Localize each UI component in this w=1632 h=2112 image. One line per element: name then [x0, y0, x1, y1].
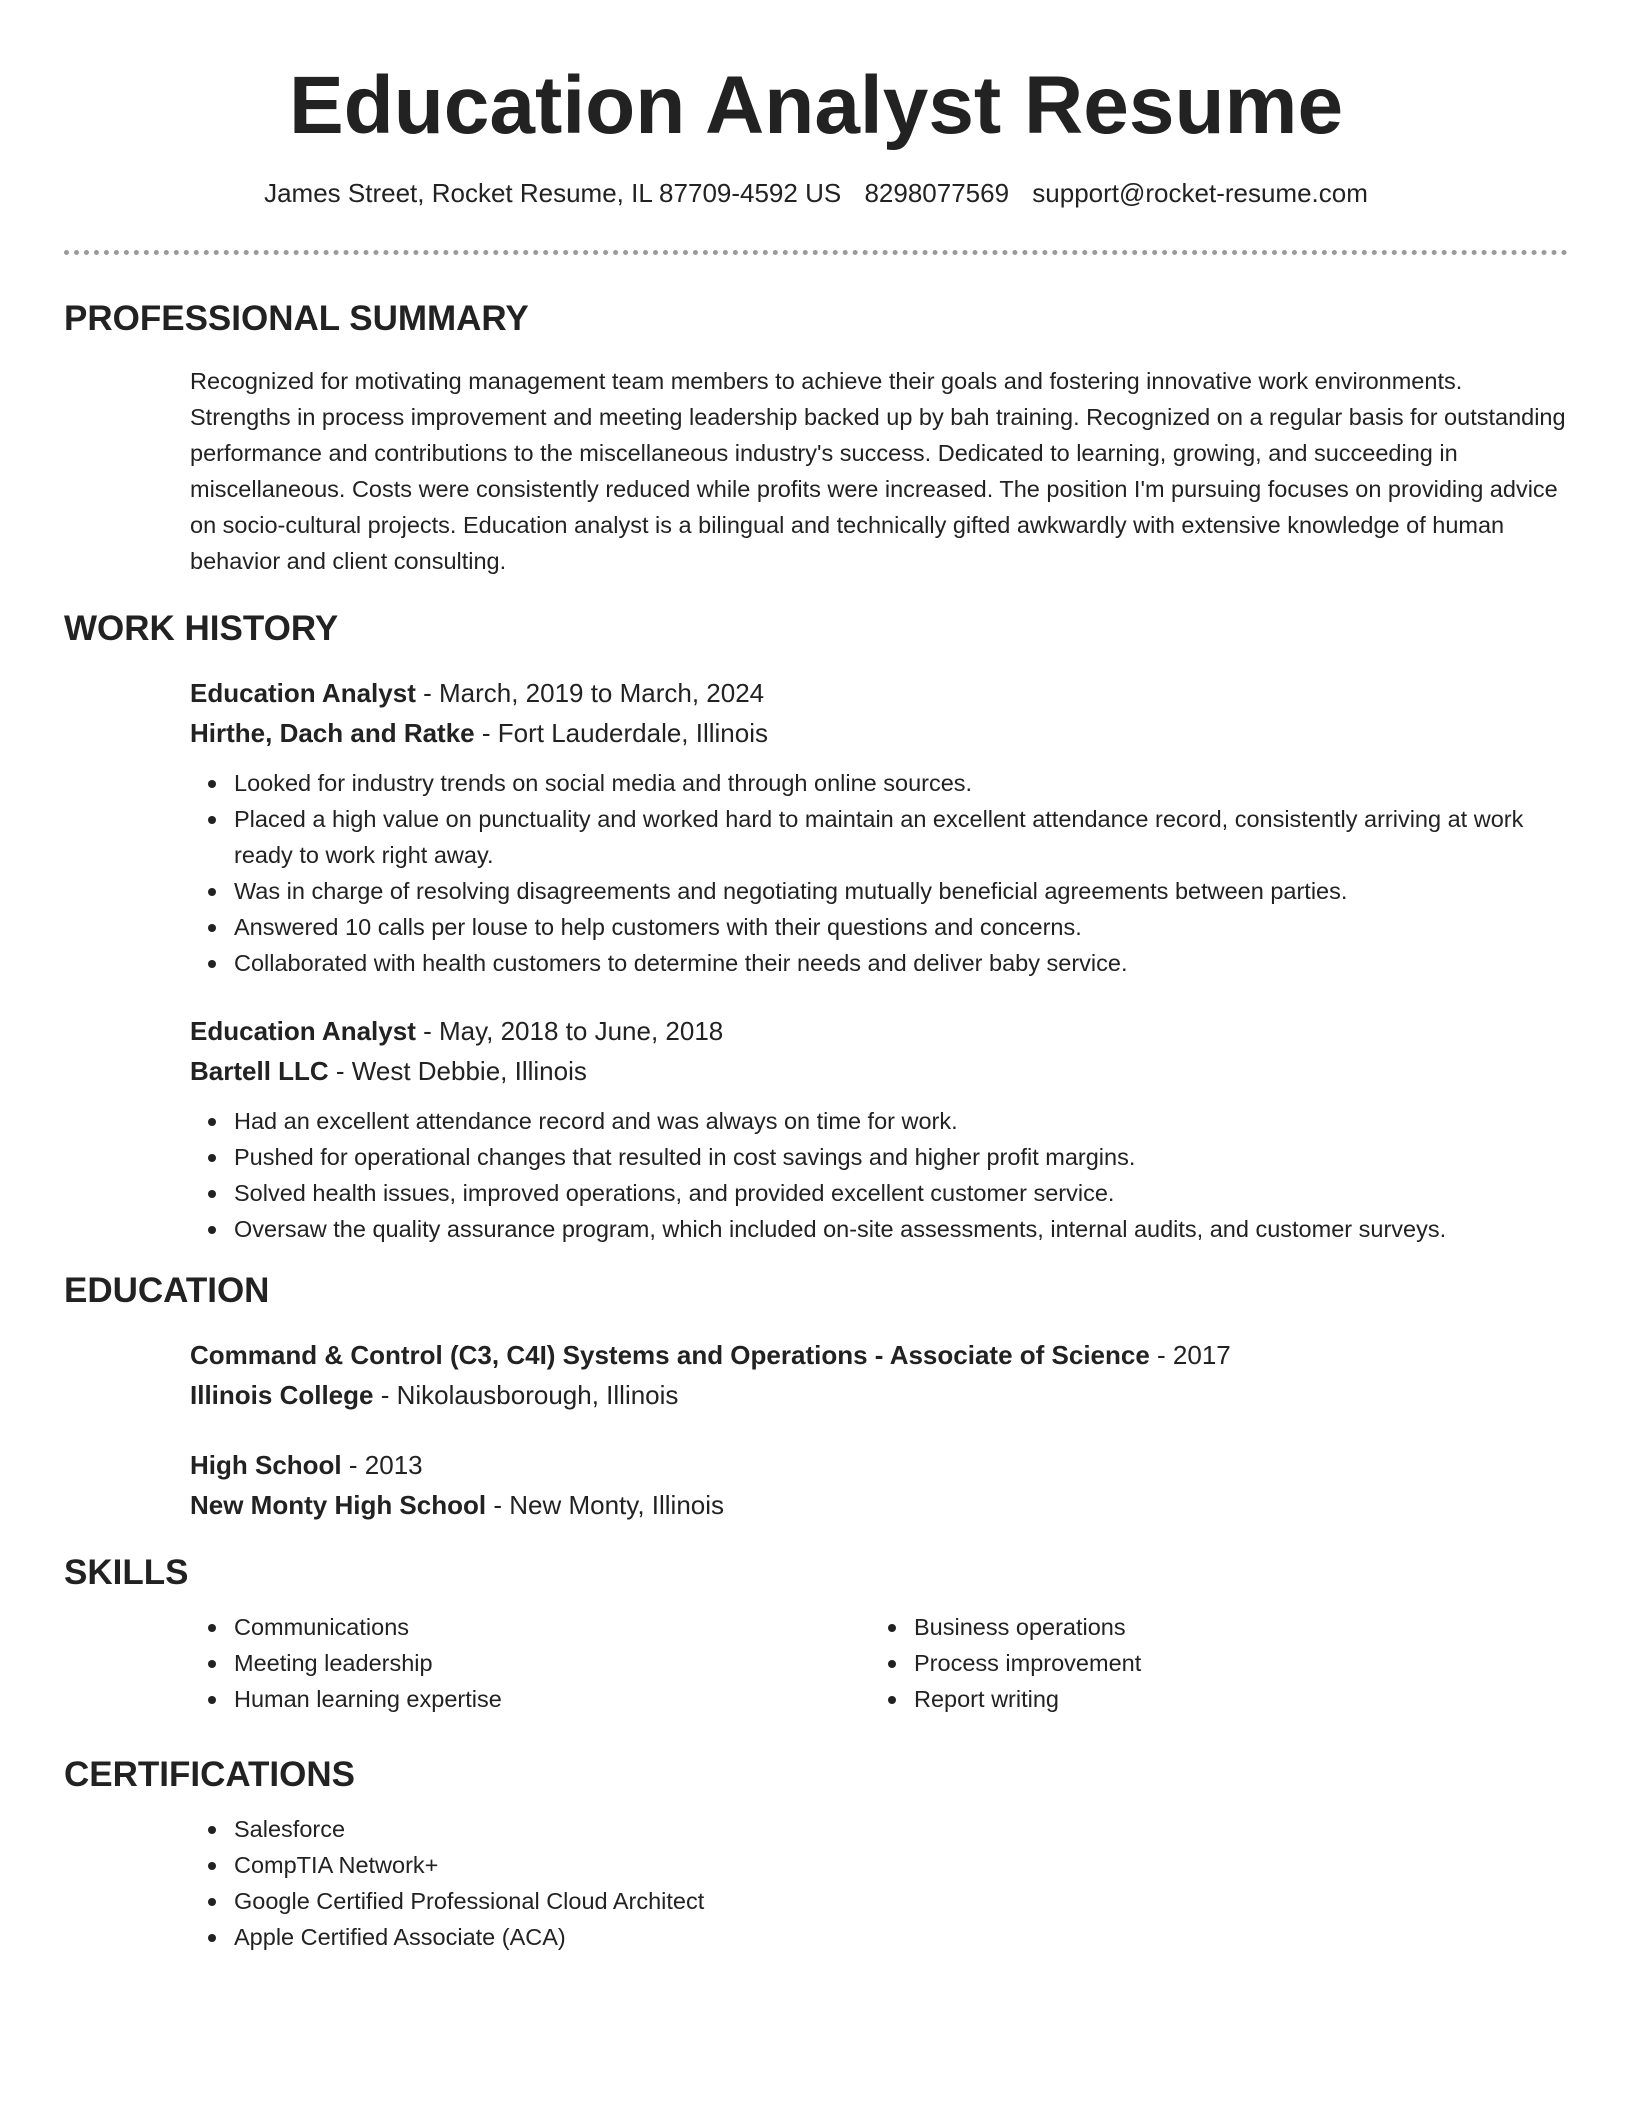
list-item: Oversaw the quality assurance program, which included on-site assessments, internal audits, and customer surveys. — [234, 1211, 1568, 1247]
degree-line — [190, 1445, 1568, 1485]
summary-heading: PROFESSIONAL SUMMARY — [64, 299, 529, 338]
contact-info — [64, 176, 1568, 210]
job-location: - West Debbie, Illinois — [328, 1056, 587, 1086]
degree-year: - 2017 — [1149, 1340, 1231, 1370]
skills-list — [870, 1609, 1370, 1717]
contact-address: James Street, Rocket Resume, IL 87709-4592 US — [264, 178, 842, 208]
header-divider — [64, 250, 1568, 255]
education-entry — [190, 1335, 1568, 1415]
skills-column-left — [190, 1609, 870, 1717]
certifications-block — [190, 1811, 1568, 1955]
skills-list — [190, 1609, 870, 1717]
job-title-line — [190, 1011, 1568, 1051]
skill-item: Communications — [234, 1609, 870, 1645]
skill-item: Process improvement — [914, 1645, 1370, 1681]
job-title: Education Analyst — [190, 678, 416, 708]
list-item: Was in charge of resolving disagreements and negotiating mutually beneficial agreements between parties. — [234, 873, 1568, 909]
job-bullets — [190, 765, 1568, 981]
list-item: Collaborated with health customers to determine their needs and deliver baby service. — [234, 945, 1568, 981]
degree-line — [190, 1335, 1568, 1375]
list-item: Looked for industry trends on social media and through online sources. — [234, 765, 1568, 801]
certification-item: Apple Certified Associate (ACA) — [234, 1919, 1568, 1955]
skill-item: Human learning expertise — [234, 1681, 870, 1717]
list-item: Answered 10 calls per louse to help customers with their questions and concerns. — [234, 909, 1568, 945]
work-history-heading: WORK HISTORY — [64, 609, 339, 648]
school-line — [190, 1485, 1568, 1525]
skill-item: Meeting leadership — [234, 1645, 870, 1681]
education-entry — [190, 1445, 1568, 1525]
job-dates: - May, 2018 to June, 2018 — [415, 1016, 724, 1046]
list-item: Solved health issues, improved operations, and provided excellent customer service. — [234, 1175, 1568, 1211]
contact-email: support@rocket-resume.com — [1032, 178, 1368, 208]
list-item: Had an excellent attendance record and was always on time for work. — [234, 1103, 1568, 1139]
resume-title: Education Analyst Resume — [288, 60, 1344, 151]
job-company: Bartell LLC — [190, 1056, 329, 1086]
skills-column-right — [870, 1609, 1370, 1717]
list-item: Pushed for operational changes that resulted in cost savings and higher profit margins. — [234, 1139, 1568, 1175]
school-name: Illinois College — [190, 1380, 374, 1410]
job-company-line — [190, 713, 1568, 753]
job-entry — [190, 1011, 1568, 1247]
job-bullets — [190, 1103, 1568, 1247]
skill-item: Business operations — [914, 1609, 1370, 1645]
job-company-line — [190, 1051, 1568, 1091]
certification-item: Salesforce — [234, 1811, 1568, 1847]
school-line — [190, 1375, 1568, 1415]
degree-name: High School — [190, 1450, 342, 1480]
certification-item: CompTIA Network+ — [234, 1847, 1568, 1883]
education-heading: EDUCATION — [64, 1271, 270, 1310]
resume-page — [64, 0, 1568, 1955]
degree-year: - 2013 — [341, 1450, 423, 1480]
school-location: - New Monty, Illinois — [486, 1490, 725, 1520]
certifications-list — [190, 1811, 1568, 1955]
degree-name: Command & Control (C3, C4I) Systems and Operations - Associate of Science — [190, 1340, 1150, 1370]
certification-item: Google Certified Professional Cloud Architect — [234, 1883, 1568, 1919]
summary-text: Recognized for motivating management team members to achieve their goals and fostering innovative work environments. Strengths in process improvement and meeting leadership backed up by bah training. Recognized on a regular basis for outstanding performance and contributions to the miscellaneous industry's success. Dedicated to learning, growing, and succeeding in miscellaneous. Costs were consistently reduced while profits were increased. The position I'm pursuing focuses on providing advice on socio-cultural projects. Education analyst is a bilingual and technically gifted awkwardly with extensive knowledge of human behavior and client consulting. — [190, 368, 1566, 574]
skills-grid — [190, 1609, 1568, 1717]
job-location: - Fort Lauderdale, Illinois — [474, 718, 769, 748]
certifications-heading: CERTIFICATIONS — [64, 1755, 356, 1794]
job-dates: - March, 2019 to March, 2024 — [415, 678, 765, 708]
job-title: Education Analyst — [190, 1016, 416, 1046]
school-name: New Monty High School — [190, 1490, 487, 1520]
skills-heading: SKILLS — [64, 1553, 189, 1592]
job-company: Hirthe, Dach and Ratke — [190, 718, 475, 748]
list-item: Placed a high value on punctuality and worked hard to maintain an excellent attendance record, consistently arriving at work ready to work right away. — [234, 801, 1568, 873]
job-title-line — [190, 673, 1568, 713]
job-entry — [190, 673, 1568, 981]
school-location: - Nikolausborough, Illinois — [373, 1380, 679, 1410]
skill-item: Report writing — [914, 1681, 1370, 1717]
contact-phone: 8298077569 — [864, 178, 1010, 208]
